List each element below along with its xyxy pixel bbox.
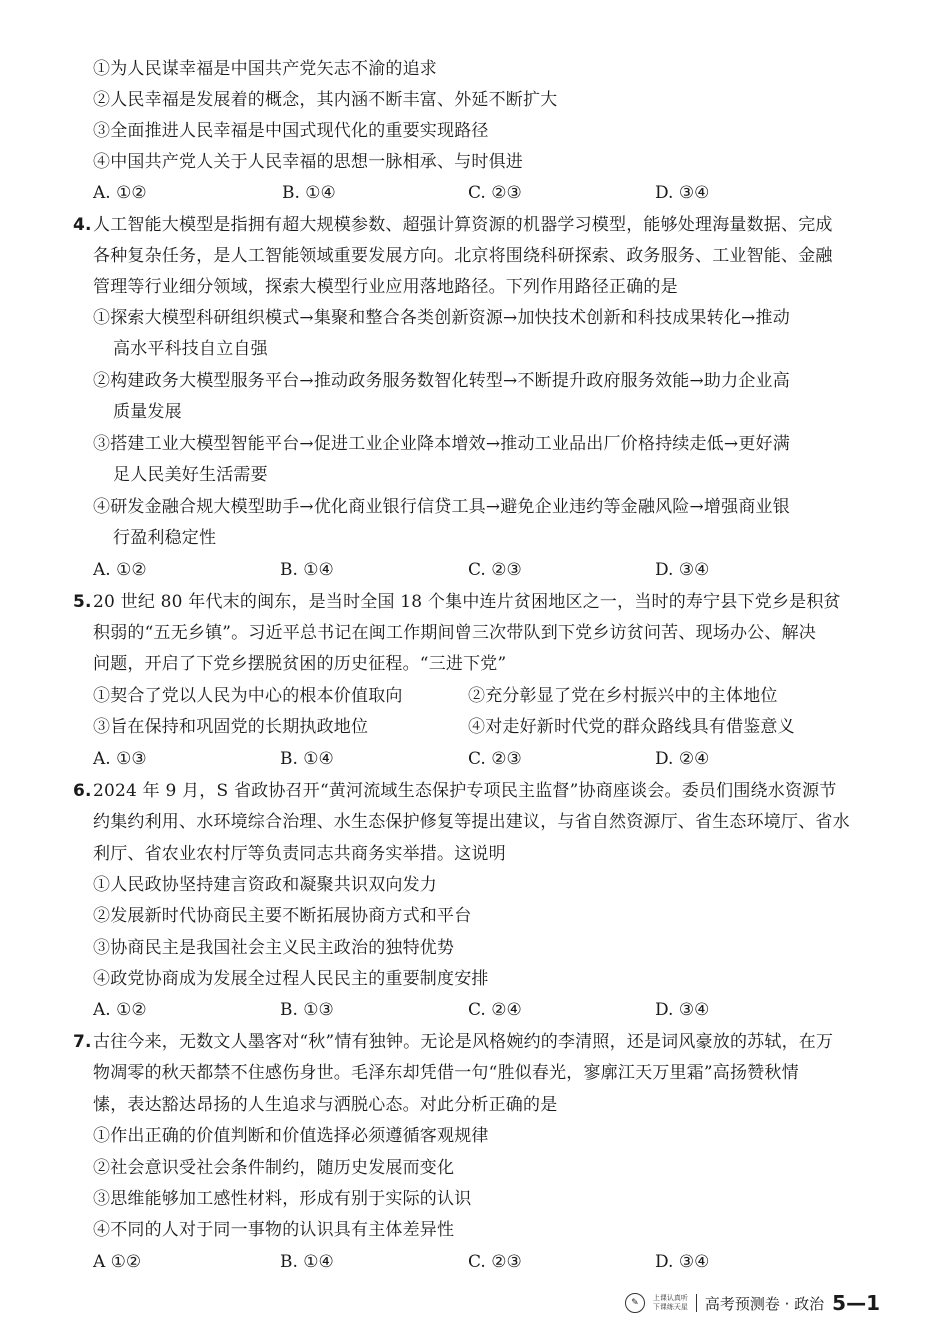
statement: ④政党协商成为发展全过程人民民主的重要制度安排	[93, 969, 489, 989]
option-b: B. ①④	[280, 749, 334, 769]
option-c: C. ②③	[468, 749, 522, 769]
question-number: 7.	[73, 1032, 92, 1052]
option-a: A. ①②	[93, 560, 147, 580]
question-number: 5.	[73, 592, 92, 612]
statement: ③协商民主是我国社会主义民主政治的独特优势	[93, 938, 455, 958]
option-b: B. ①④	[282, 183, 336, 203]
footer-title: 高考预测卷 · 政治	[704, 1294, 825, 1313]
statement: ①人民政协坚持建言资政和凝聚共识双向发力	[93, 875, 437, 895]
statement: ①为人民谋幸福是中国共产党矢志不渝的追求	[93, 59, 437, 79]
option-d: D. ③④	[655, 1252, 710, 1272]
slogan-top: 上课认真听	[652, 1294, 688, 1302]
question-stem-line: 积弱的“五无乡镇”。习近平总书记在闽工作期间曾三次带队到下党乡访贫问苦、现场办公、解决	[93, 623, 816, 643]
statement: ①探索大模型科研组织模式→集聚和整合各类创新资源→加快技术创新和科技成果转化→推动	[93, 308, 790, 328]
question-number: 6.	[73, 781, 92, 801]
statement: 足人民美好生活需要	[113, 465, 268, 485]
statement: ③旨在保持和巩固党的长期执政地位	[93, 717, 369, 737]
question-number: 4.	[73, 215, 92, 235]
option-d: D. ③④	[655, 183, 710, 203]
statement: ②发展新时代协商民主要不断拓展协商方式和平台	[93, 906, 472, 926]
statement: ④对走好新时代党的群众路线具有借鉴意义	[468, 717, 795, 737]
option-a: A. ①②	[93, 183, 147, 203]
statement: ②充分彰显了党在乡村振兴中的主体地位	[468, 686, 778, 706]
statement: ③全面推进人民幸福是中国式现代化的重要实现路径	[93, 121, 489, 141]
page-number: 5—1	[832, 1291, 880, 1315]
question-stem-line: 愫，表达豁达昂扬的人生追求与洒脱心态。对此分析正确的是	[93, 1095, 558, 1115]
option-a: A. ①②	[93, 1000, 147, 1020]
question-stem-line: 20 世纪 80 年代末的闽东，是当时全国 18 个集中连片贫困地区之一，当时的寿宁县下党乡是积贫	[93, 592, 841, 612]
option-b: B. ①④	[280, 1252, 334, 1272]
option-d: D. ③④	[655, 1000, 710, 1020]
statement: 高水平科技自立自强	[113, 339, 268, 359]
footer-slogan	[653, 1294, 688, 1312]
option-b: B. ①③	[280, 1000, 334, 1020]
question-stem-line: 利厅、省农业农村厅等负责同志共商务实举措。这说明	[93, 844, 506, 864]
question-stem-line: 2024 年 9 月，S 省政协召开“黄河流域生态保护专项民主监督”协商座谈会。委员们围绕水资源节	[93, 781, 837, 801]
question-stem-line: 人工智能大模型是指拥有超大规模参数、超强计算资源的机器学习模型，能够处理海量数据、完成	[93, 215, 833, 235]
option-d: D. ③④	[655, 560, 710, 580]
question-stem-line: 古往今来，无数文人墨客对“秋”情有独钟。无论是风格婉约的李清照，还是词风豪放的苏轼，在万	[93, 1032, 834, 1052]
slogan-bottom: 下课练天星	[652, 1303, 688, 1311]
question-stem-line: 物凋零的秋天都禁不住感伤身世。毛泽东却凭借一句“胜似春光，寥廓江天万里霜”高扬赞秋情	[93, 1063, 799, 1083]
statement: ①契合了党以人民为中心的根本价值取向	[93, 686, 403, 706]
statement: ④不同的人对于同一事物的认识具有主体差异性	[93, 1220, 455, 1240]
footer-divider	[696, 1294, 697, 1312]
option-c: C. ②④	[468, 1000, 522, 1020]
page-footer	[625, 1288, 880, 1318]
statement: ①作出正确的价值判断和价值选择必须遵循客观规律	[93, 1126, 489, 1146]
question-stem-line: 管理等行业细分领域，探索大模型行业应用落地路径。下列作用路径正确的是	[93, 277, 678, 297]
statement: ④中国共产党人关于人民幸福的思想一脉相承、与时俱进	[93, 152, 523, 172]
option-a: A. ①③	[93, 749, 147, 769]
statement: 质量发展	[113, 402, 182, 422]
option-b: B. ①④	[280, 560, 334, 580]
option-d: D. ②④	[655, 749, 710, 769]
statement: ③思维能够加工感性材料，形成有别于实际的认识	[93, 1189, 472, 1209]
statement: 行盈利稳定性	[113, 528, 217, 548]
option-c: C. ②③	[468, 183, 522, 203]
statement: ②社会意识受社会条件制约，随历史发展而变化	[93, 1158, 455, 1178]
statement: ③搭建工业大模型智能平台→促进工业企业降本增效→推动工业品出厂价格持续走低→更好满	[93, 434, 790, 454]
logo-icon: ✎	[625, 1293, 645, 1313]
option-c: C. ②③	[468, 560, 522, 580]
statement: ④研发金融合规大模型助手→优化商业银行信贷工具→避免企业违约等金融风险→增强商业银	[93, 497, 790, 517]
question-stem-line: 问题，开启了下党乡摆脱贫困的历史征程。“三进下党”	[93, 654, 507, 674]
question-stem-line: 约集约利用、水环境综合治理、水生态保护修复等提出建议，与省自然资源厅、省生态环境厅、省水	[93, 812, 850, 832]
option-a: A ①②	[93, 1252, 142, 1272]
question-stem-line: 各种复杂任务，是人工智能领域重要发展方向。北京将围绕科研探索、政务服务、工业智能、金融	[93, 246, 833, 266]
statement: ②构建政务大模型服务平台→推动政务服务数智化转型→不断提升政府服务效能→助力企业高	[93, 371, 790, 391]
statement: ②人民幸福是发展着的概念，其内涵不断丰富、外延不断扩大	[93, 90, 558, 110]
option-c: C. ②③	[468, 1252, 522, 1272]
